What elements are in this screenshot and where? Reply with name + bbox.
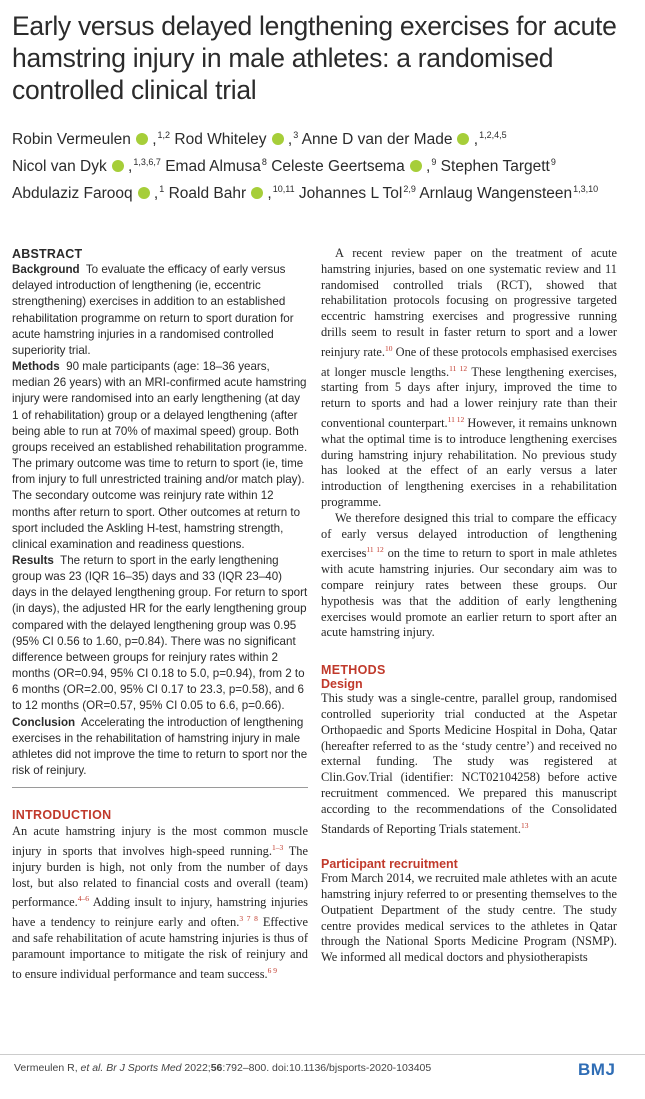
author-name[interactable]: Stephen Targett$^9$ [440, 157, 556, 175]
abstract [12, 246, 308, 788]
abstract-results [12, 553, 308, 715]
abstract-heading: ABSTRACT [12, 247, 83, 261]
citation-footer: Vermeulen R, et al. Br J Sports Med 2022;56:792–800. doi:10.1136/bjsports-2020-103405 [14, 1062, 432, 1074]
author-name[interactable]: Roald Bahr ,$^{10,11}$ [168, 184, 295, 202]
results-label: Results [12, 553, 54, 567]
affiliation-marker: 3 [293, 130, 299, 140]
author-name[interactable]: Robin Vermeulen ,$^{1,2}$ [12, 130, 171, 148]
conclusion-text: Accelerating the introduction of lengthening exercises in the rehabilitation of hamstring injury in male athletes did not improve the time to return to sport nor the risk of reinjury. [12, 715, 308, 777]
orcid-icon[interactable] [136, 133, 148, 145]
orcid-icon[interactable] [272, 133, 284, 145]
author-name[interactable]: Rod Whiteley ,$^3$ [174, 130, 299, 148]
affiliation-marker: 1,3,10 [573, 184, 599, 194]
author-name[interactable]: Arnlaug Wangensteen$^{1,3,10}$ [419, 184, 599, 202]
affiliation-marker: 9 [550, 157, 556, 167]
affiliation-marker: 2,9 [403, 184, 416, 194]
affiliation-marker: 1,2 [157, 130, 171, 140]
methods-label: Methods [12, 360, 60, 374]
citation-ref[interactable]: 6 9 [267, 965, 278, 975]
recruitment-heading: Participant recruitment [321, 857, 458, 872]
abstract-methods [12, 359, 308, 553]
background-label: Background [12, 263, 80, 277]
right-column [321, 246, 617, 966]
affiliation-marker: 1 [159, 184, 165, 194]
affiliation-marker: 9 [431, 157, 437, 167]
orcid-icon[interactable] [457, 133, 469, 145]
recruitment-paragraph: From March 2014, we recruited male athletes with an acute hamstring injury referred to or presenting themselves to the Outpatient Department of the study centre. The study centre provides medical services to the athletes in Qatar through the National Sports Medicine Program (NSMP). We informed all medical doctors and physiotherapists [321, 871, 617, 965]
orcid-icon[interactable] [251, 187, 263, 199]
citation-ref[interactable]: 11 12 [447, 414, 465, 424]
citation-ref[interactable]: 4–6 [77, 894, 89, 904]
citation-ref[interactable]: 11 12 [449, 363, 468, 373]
author-list [12, 124, 632, 205]
left-column [12, 246, 308, 982]
orcid-icon[interactable] [138, 187, 150, 199]
methods-heading: METHODS [321, 663, 386, 678]
article-title: Early versus delayed lengthening exercises for acute hamstring injury in male athletes: a randomised controlled clinical trial [12, 11, 617, 105]
author-name[interactable]: Emad Almusa$^8$ [165, 157, 267, 175]
citation-ref[interactable]: 11 12 [366, 545, 384, 555]
introduction-heading: INTRODUCTION [12, 808, 112, 823]
background-text: To evaluate the efficacy of early versus delayed introduction of lengthening (ie, eccentric strengthening) exercises in addition to an established rehabilitation programme on return to sport duration for acute hamstring injuries in a randomised controlled superiority trial. [12, 263, 294, 357]
orcid-icon[interactable] [112, 160, 124, 172]
citation-ref[interactable]: 3 7 8 [239, 914, 258, 924]
orcid-icon[interactable] [410, 160, 422, 172]
citation-ref[interactable]: 13 [520, 820, 529, 830]
conclusion-label: Conclusion [12, 715, 76, 729]
author-name[interactable]: Celeste Geertsema ,$^9$ [271, 157, 437, 175]
footer-divider [0, 1054, 645, 1055]
affiliation-marker: 1,2,4,5 [479, 130, 507, 140]
design-heading: Design [321, 677, 363, 692]
review-paragraph: A recent review paper on the treatment of acute hamstring injuries, based on one systematic review and 11 randomised controlled trials (RCT), showed that rehabilitation protocols focusing on progressive targeted eccentric hamstring exercises and progressive running drills seem to result in faster return to sport and a lower reinjury rate.$^{10}$ One of these protocols emphasised exercises at longer muscle lengths.$^{11 12}$ These lengthening exercises, starting from 5 days after injury, improved the time to return to sports and had a lower reinjury rate than their conventional counterpart.$^{11 12}$ However, it remains unknown what the optimal time is to introduce lengthening exercises during hamstring injury rehabilitation. No previous study has looked at the effect of an early versus a later introduction of lengthening exercises in a rehabilitation programme. [321, 246, 617, 509]
affiliation-marker: 10,11 [272, 184, 295, 194]
methods-text: 90 male participants (age: 18–36 years, median 26 years) with an MRI-confirmed acute hamstring injury were randomised into an early lengthening (at day 1 of rehabilitation) group or a delayed lengthening (after being able to run at 70% of maximal speed) group. Both groups received an established rehabilitation programme. The primary outcome was time to return to sport (ie, time from injury to full unrestricted training and/or match play). The secondary outcome was reinjury rate within 12 months after return to sport. Other outcomes at return to sport included the Askling H-test, hamstring strength, clinical examination and readiness questions. [12, 360, 308, 551]
author-name[interactable]: Abdulaziz Farooq ,$^1$ [12, 184, 165, 202]
citation-ref[interactable]: 1–3 [271, 842, 284, 852]
design-paragraph: This study was a single-centre, parallel group, randomised controlled superiority trial conducted at the Aspetar Orthopaedic and Sports Medicine Hospital in Doha, Qatar (hereafter referred to as the ‘study centre’) and received no external funding. The study was registered at Clin.Gov.Trial (identifier: NCT02104258) before active recruitment commenced. We prepared this manuscript according to the recommendations of the Consolidated Standards of Reporting Trials statement.$^{13}$ [321, 691, 617, 836]
introduction-paragraph: An acute hamstring injury is the most common muscle injury in sports that involves high-speed running.$^{1-3}$ The injury burden is high, not only from the number of days lost, but also related to financial costs and overall (team) performance.$^{4-6}$ Adding insult to injury, hamstring injuries have a tendency to reinjure early and often.$^{3 7 8}$ Effective and safe rehabilitation of acute hamstring injuries is thus of paramount importance to mitigate the risk of reinjury and to ensure individual performance and team success.$^{6 9}$ [12, 824, 309, 981]
abstract-background [12, 262, 308, 359]
author-name[interactable]: Johannes L Tol$^{2,9}$ [298, 184, 416, 202]
affiliation-marker: 8 [261, 157, 267, 167]
results-text: The return to sport in the early lengthening group was 23 (IQR 16–35) days and 33 (IQR 23–40) days in the delayed lengthening group. For return to sport (in days), the adjusted HR for the early lengthening group compared with the delayed lengthening group was 0.95 (95% CI 0.56 to 1.60, p=0.84). There was no significant difference between groups for reinjury rates within 2 months (OR=0.94, 95% CI 0.18 to 5.0, p=0.94), from 2 to 6 months (OR=2.00, 95% CI 0.17 to 23.3, p=0.58), and 6 to 12 months (OR=0.57, 95% CI 0.05 to 6.6, p=0.66). [12, 553, 308, 713]
affiliation-marker: 1,3,6,7 [133, 157, 161, 167]
author-name[interactable]: Anne D van der Made ,$^{1,2,4,5}$ [301, 130, 507, 148]
abstract-conclusion [12, 715, 308, 780]
aim-paragraph: We therefore designed this trial to compare the efficacy of early versus delayed introduction of lengthening exercises$^{11 12}$ on the time to return to sport in male athletes with acute hamstring injuries. Our secondary aim was to compare reinjury rates between these groups. Our hypothesis was that the addition of early lengthening exercises would promote an earlier return to sport after an acute hamstring injury. [321, 510, 617, 640]
bmj-logo: BMJ [578, 1060, 616, 1079]
citation-ref[interactable]: 10 [385, 343, 393, 353]
author-name[interactable]: Nicol van Dyk ,$^{1,3,6,7}$ [12, 157, 161, 175]
